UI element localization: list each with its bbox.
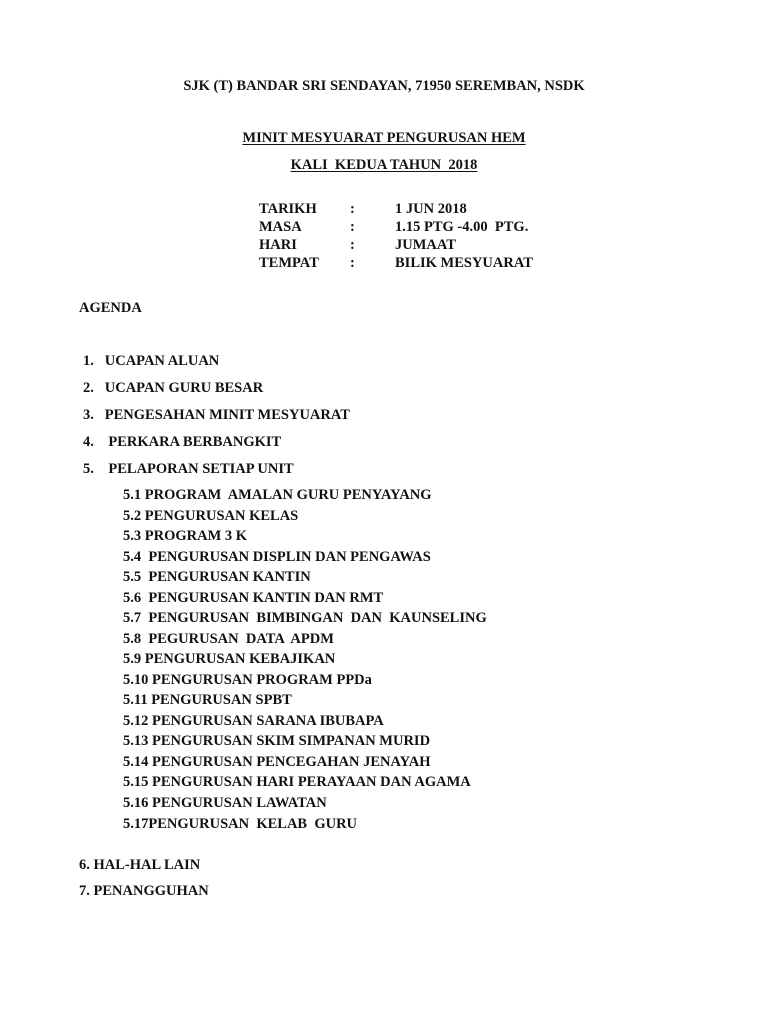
agenda-subitem: 5.1 PROGRAM AMALAN GURU PENYAYANG	[123, 487, 432, 503]
meta-sep: :	[350, 237, 355, 253]
agenda-subitem: 5.10 PENGURUSAN PROGRAM PPDa	[123, 672, 372, 688]
meta-sep: :	[350, 219, 355, 235]
title-line-1: MINIT MESYUARAT PENGURUSAN HEM	[242, 130, 526, 146]
meta-sep: :	[350, 201, 355, 217]
agenda-subitem: 5.3 PROGRAM 3 K	[123, 528, 248, 544]
meta-label-tarikh: TARIKH	[259, 201, 317, 217]
agenda-subitem: 5.2 PENGURUSAN KELAS	[123, 508, 299, 524]
agenda-subitem: 5.8 PEGURUSAN DATA APDM	[123, 631, 334, 647]
meta-value-hari: JUMAAT	[395, 237, 456, 253]
agenda-subitem: 5.6 PENGURUSAN KANTIN DAN RMT	[123, 590, 384, 606]
agenda-heading: AGENDA	[79, 300, 142, 316]
agenda-subitem: 5.11 PENGURUSAN SPBT	[123, 692, 292, 708]
meta-value-tarikh: 1 JUN 2018	[395, 201, 467, 217]
agenda-subitem: 5.14 PENGURUSAN PENCEGAHAN JENAYAH	[123, 754, 431, 770]
meta-label-masa: MASA	[259, 219, 302, 235]
agenda-item: 2. UCAPAN GURU BESAR	[83, 380, 264, 396]
agenda-subitem: 5.5 PENGURUSAN KANTIN	[123, 569, 311, 585]
agenda-subitem: 5.4 PENGURUSAN DISPLIN DAN PENGAWAS	[123, 549, 431, 565]
agenda-subitem: 5.15 PENGURUSAN HARI PERAYAAN DAN AGAMA	[123, 774, 471, 790]
meta-value-tempat: BILIK MESYUARAT	[395, 255, 533, 271]
meta-sep: :	[350, 255, 355, 271]
school-address: SJK (T) BANDAR SRI SENDAYAN, 71950 SEREMBAN, NSDK	[183, 78, 585, 94]
agenda-item: 3. PENGESAHAN MINIT MESYUARAT	[83, 407, 350, 423]
document-subtitle	[0, 156, 768, 174]
agenda-subitem: 5.7 PENGURUSAN BIMBINGAN DAN KAUNSELING	[123, 610, 487, 626]
agenda-subitem: 5.13 PENGURUSAN SKIM SIMPANAN MURID	[123, 733, 431, 749]
agenda-item: 4. PERKARA BERBANGKIT	[83, 434, 282, 450]
document-title	[0, 129, 768, 147]
agenda-item: 5. PELAPORAN SETIAP UNIT	[83, 461, 294, 477]
agenda-subitem: 5.17PENGURUSAN KELAB GURU	[123, 816, 358, 832]
agenda-item: 7. PENANGGUHAN	[79, 883, 209, 899]
agenda-subitem: 5.9 PENGURUSAN KEBAJIKAN	[123, 651, 336, 667]
agenda-subitem: 5.12 PENGURUSAN SARANA IBUBAPA	[123, 713, 384, 729]
agenda-item: 6. HAL-HAL LAIN	[79, 857, 201, 873]
agenda-item: 1. UCAPAN ALUAN	[83, 353, 220, 369]
meta-label-tempat: TEMPAT	[259, 255, 319, 271]
meta-label-hari: HARI	[259, 237, 297, 253]
meta-value-masa: 1.15 PTG -4.00 PTG.	[395, 219, 529, 235]
agenda-subitem: 5.16 PENGURUSAN LAWATAN	[123, 795, 327, 811]
title-line-2: KALI KEDUA TAHUN 2018	[290, 157, 478, 173]
